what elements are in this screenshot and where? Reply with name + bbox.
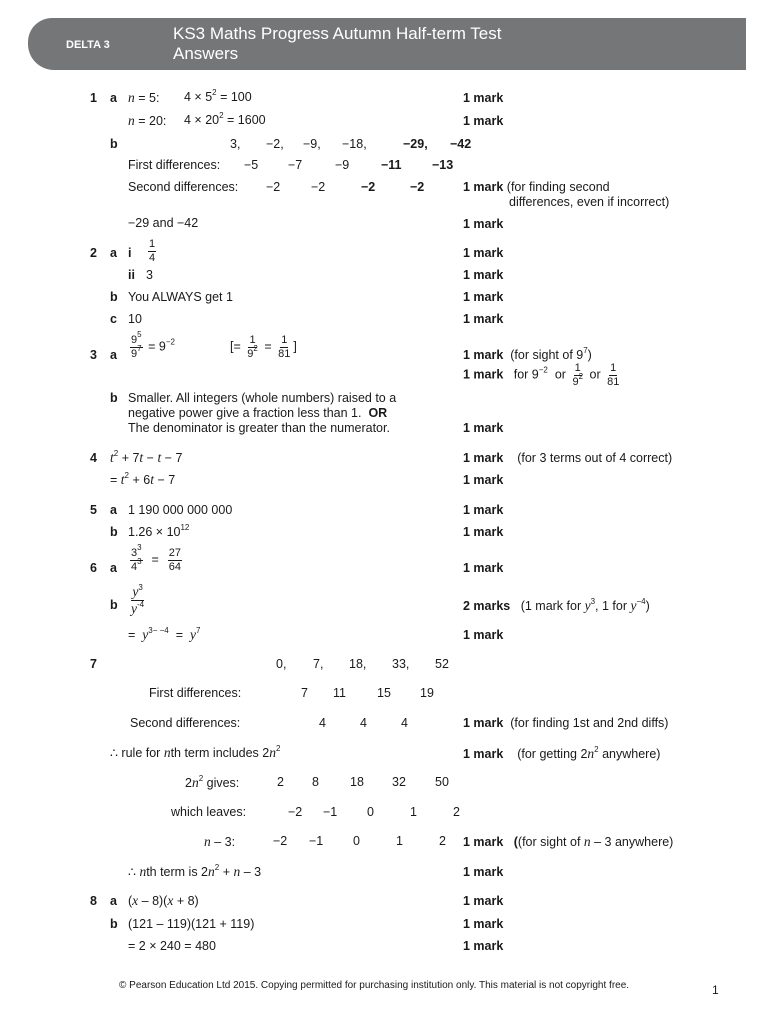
mark: 1 mark [463,865,504,879]
diff-value: −13 [432,158,454,172]
seq-term: −9, [303,137,321,151]
mark: 1 mark [463,525,504,539]
diff-value: −5 [244,158,259,172]
part-label: b [110,525,118,539]
part-label: a [110,246,117,260]
part-label: b [110,598,118,612]
mark: 1 mark [463,939,504,953]
seq-term: −2, [266,137,284,151]
q7-leaves-label: which leaves: [171,805,247,819]
seq-term: 7, [313,657,324,671]
seq-term: 52 [435,657,449,671]
first-diff-label: First differences: [128,158,221,172]
diff-value: 19 [420,686,434,700]
seq-term: −18, [342,137,367,151]
mark-note-cont: differences, even if incorrect) [509,195,670,209]
answer-line: The denominator is greater than the numerator. [128,421,390,435]
mark: 1 mark [463,473,504,487]
diff-value: −2 [361,180,376,194]
gives-value: 50 [435,775,449,789]
mark: 1 mark [463,114,504,128]
diff-value: 11 [333,686,346,700]
diff-value: −9 [335,158,350,172]
diff-value: 4 [319,716,326,730]
mark-with-note: 2 marks (1 mark for $y^3$, 1 for $y^{-4}$) [463,597,650,613]
part-label: b [110,137,118,151]
q6b-expression: $\frac{y^3}{y^{-4}}$ [131,583,145,616]
diff-value: −11 [381,158,402,172]
mark-with-note: 1 mark for $9^{-2}$ or $\frac{1}{9^2}$ or $\frac{1}{81}$ [463,362,620,388]
answer: = 2 × 240 = 480 [128,939,216,953]
part-label: a [110,348,117,362]
gives-value: 8 [312,775,319,789]
q4-line1: $t^2 + 7t - t - 7$ [110,449,183,465]
gives-value: 18 [350,775,364,789]
fraction: $\frac{1}{4}$ [149,238,156,264]
question-number: 2 [90,246,97,260]
answer: (121 – 119)(121 + 119) [128,917,255,931]
question-number: 4 [90,451,97,465]
diff-value: 4 [360,716,367,730]
seq-term: 0, [276,657,287,671]
diff-value: 7 [301,686,308,700]
diff-value: 15 [377,686,391,700]
answer: 3 [146,268,153,282]
mark: 1 mark [463,421,504,435]
page-title [173,24,501,64]
mark: 1 mark [463,628,504,642]
part-label: a [110,894,117,908]
subpart-label: ii [128,268,135,282]
mark-with-note: 1 mark (for finding second [463,180,610,194]
second-diff-label: Second differences: [130,716,241,730]
seq-term: −29, [403,137,428,151]
header-tag: DELTA 3 [66,39,110,51]
part-label: a [110,561,117,575]
mark-with-note: 1 mark (for getting $2n^2$ anywhere) [463,745,661,761]
mark: 1 mark [463,894,504,908]
leaves-value: 1 [410,805,417,819]
q1a-line1: n = 5: [128,90,160,105]
mark: 1 mark [463,246,504,260]
nm3-value: −1 [309,834,324,848]
answer-line: Smaller. All integers (whole numbers) raised to a [128,391,397,405]
q1-answer: −29 and −42 [128,216,199,230]
answer: 1 190 000 000 000 [128,503,233,517]
question-number: 1 [90,91,97,105]
q4-line2: = $t^2 + 6t - 7$ [110,471,176,487]
mark: 1 mark [463,312,504,326]
nm3-value: −2 [273,834,288,848]
answer-line: negative power give a fraction less than 1. OR [128,406,388,420]
leaves-value: 2 [453,805,460,819]
diff-value: −7 [288,158,303,172]
diff-value: −2 [410,180,425,194]
first-diff-label: First differences: [149,686,242,700]
part-label: a [110,503,117,517]
mark: 1 mark [463,917,504,931]
answer: (x – 8)(x + 8) [128,893,199,908]
part-label: a [110,91,117,105]
mark: 1 mark [463,561,504,575]
leaves-value: −2 [288,805,303,819]
q7-gives-label: $2n^2$ gives: [185,774,240,790]
answer: 10 [128,312,142,326]
question-number: 7 [90,657,97,671]
seq-term: 3, [230,137,241,151]
leaves-value: 0 [367,805,374,819]
diff-value: 4 [401,716,408,730]
mark: 1 mark [463,91,504,105]
q1a-line1-expr: $4 \times 5^2 = 100$ [184,88,252,104]
q1a-line2-expr: $4 \times 20^2 = 1600$ [184,111,266,127]
q7-rule: ∴ rule for nth term includes $2n^2$ [110,744,281,760]
answer: $1.26 \times 10^{12}$ [128,523,190,539]
part-label: b [110,290,118,304]
q7-nm3-label: n – 3: [204,834,236,849]
part-label: c [110,312,117,326]
part-label: b [110,391,118,405]
seq-term: 18, [349,657,367,671]
mark-with-note: 1 mark (for finding 1st and 2nd diffs) [463,716,669,730]
mark-with-note: 1 mark (for sight of $9^7$) [463,346,592,362]
diff-value: −2 [311,180,326,194]
footer-copyright: © Pearson Education Ltd 2015. Copying permitted for purchasing institution only. This material is not copyright free. [119,980,630,991]
mark: 1 mark [463,217,504,231]
nm3-value: 0 [353,834,360,848]
q6b-line2: = $y^{3- -4} = y^7$ [128,626,201,642]
diff-value: −2 [266,180,281,194]
page-number: 1 [712,983,719,997]
leaves-value: −1 [323,805,338,819]
second-diff-label: Second differences: [128,180,239,194]
seq-term: −42 [450,137,472,151]
gives-value: 32 [392,775,406,789]
part-label: b [110,917,118,931]
q3a-bracket: [= $\frac{1}{9^2}$ = $\frac{1}{81}$ ] [230,334,297,360]
question-number: 5 [90,503,97,517]
q3a-expression: $\frac{9^5}{9^7}$ = $9^{-2}$ [131,330,175,360]
question-number: 3 [90,348,97,362]
subpart-label: i [128,246,132,260]
mark: 1 mark [463,503,504,517]
title-line-2: Answers [173,44,239,63]
seq-term: 33, [392,657,410,671]
gives-value: 2 [277,775,284,789]
q1a-line2: n = 20: [128,113,167,128]
question-number: 6 [90,561,97,575]
title-line-1: KS3 Maths Progress Autumn Half-term Test [173,24,502,43]
mark: 1 mark [463,268,504,282]
mark-with-note: 1 mark (for 3 terms out of 4 correct) [463,451,673,465]
answer: You ALWAYS get 1 [128,290,233,304]
mark: 1 mark [463,290,504,304]
mark-with-note: 1 mark ((for sight of n – 3 anywhere) [463,834,674,849]
question-number: 8 [90,894,97,908]
q6a-expression: $\frac{3^3}{4^3}$ = $\frac{27}{64}$ [131,543,182,573]
nm3-value: 2 [439,834,446,848]
q7-final: ∴ nth term is $2n^2 + n - 3$ [128,863,262,879]
nm3-value: 1 [396,834,403,848]
